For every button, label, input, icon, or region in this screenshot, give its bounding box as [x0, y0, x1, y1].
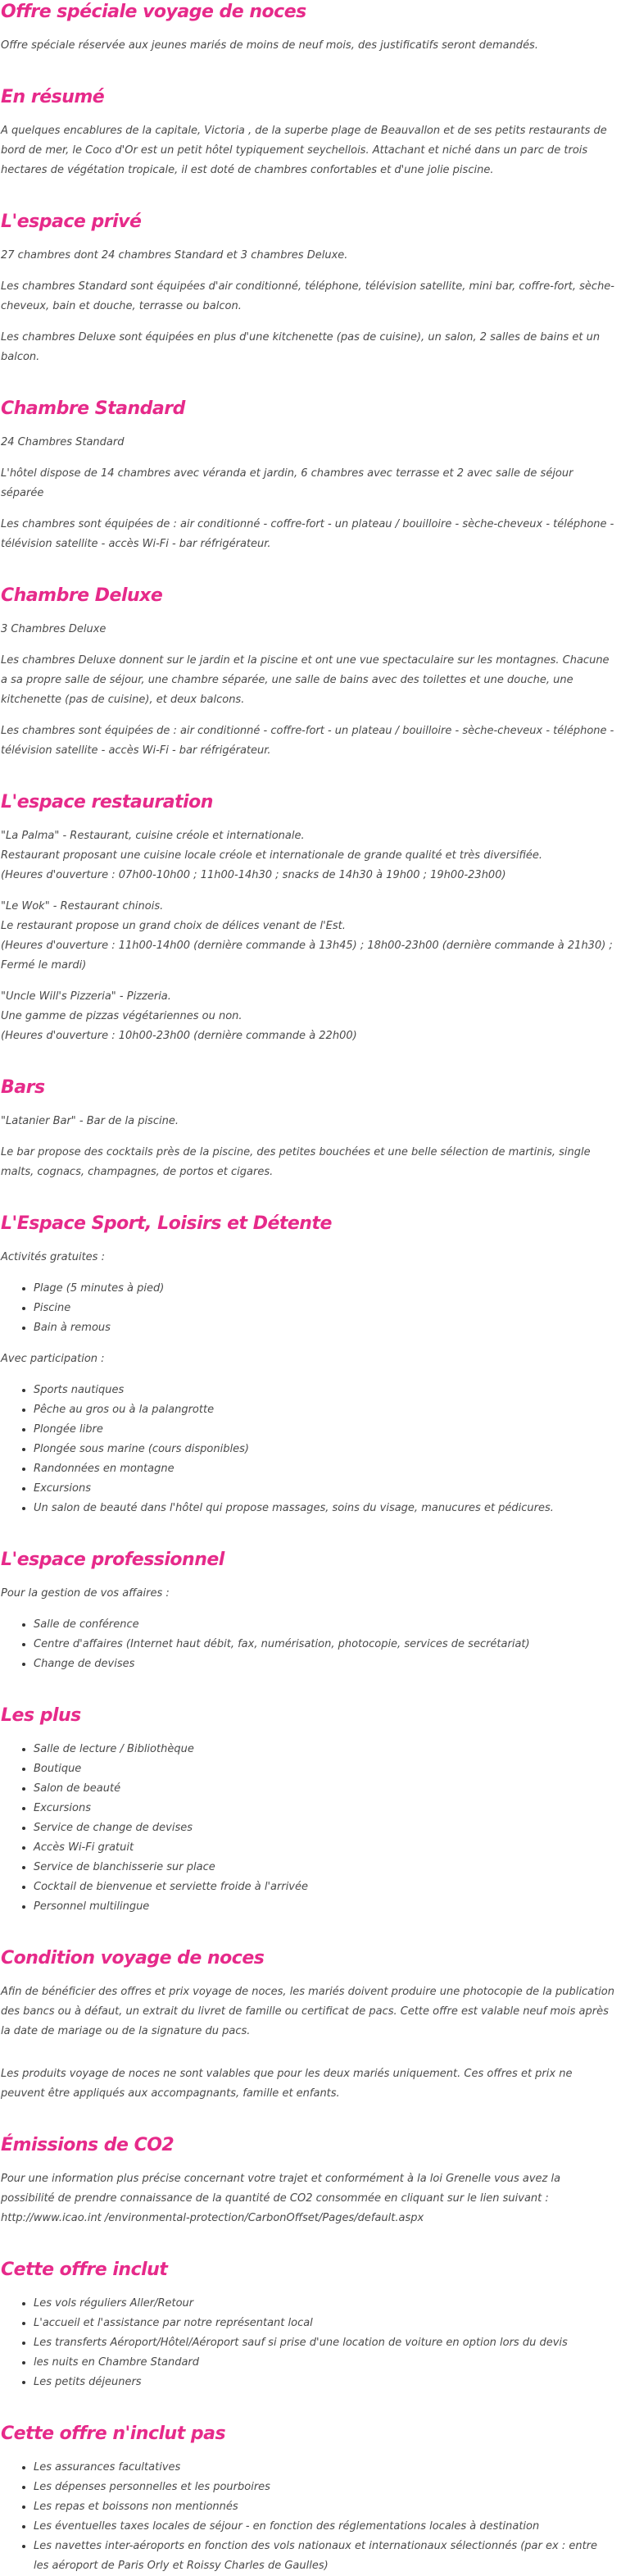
- standard-text-2: L'hôtel dispose de 14 chambres avec véranda et jardin, 6 chambres avec terrasse et 2 avec salle de séjour séparée: [1, 467, 573, 499]
- restaurant-pizzeria: [1, 987, 614, 1046]
- bars-text-1: "Latanier Bar" - Bar de la piscine.: [1, 1115, 179, 1127]
- co2-text: Pour une information plus précise concernant votre trajet et conformément à la loi Grenelle vous avez la possibilité de prendre connaissance de la quantité de CO2 consommée en cliquant sur le lien suivant : http://www.icao.int /environmental-protection/CarbonOffset/Pages/default.aspx: [1, 2173, 561, 2224]
- list-item: • Piscine: [34, 1299, 614, 1318]
- list-item: • L'accueil et l'assistance par notre représentant local: [34, 2314, 614, 2333]
- list-item: • Cocktail de bienvenue et serviette froide à l'arrivée: [34, 1877, 614, 1897]
- offre-text: Offre spéciale réservée aux jeunes mariés de moins de neuf mois, des justificatifs seront demandés.: [1, 39, 538, 52]
- section-title-ninclut: Cette offre n'inclut pas: [1, 2424, 226, 2444]
- resume-text: A quelques encablures de la capitale, Victoria , de la superbe plage de Beauvallon et de ses petits restaurants de bord de mer, le Coco d'Or est un petit hôtel typiquement seychellois. Attachant et niché dans un parc de trois hectares de végétation tropicale, il est doté de chambres confortables et d'une jolie piscine.: [1, 125, 607, 176]
- list-item: • Les repas et boissons non mentionnés: [34, 2497, 614, 2517]
- section-title-offre: Offre spéciale voyage de noces: [1, 2, 306, 22]
- list-item: • Service de blanchisserie sur place: [34, 1858, 614, 1877]
- list-item: • Les transferts Aéroport/Hôtel/Aéroport sauf si prise d'une location de voiture en option lors du devis: [34, 2333, 614, 2353]
- section-title-restauration: L'espace restauration: [1, 792, 213, 812]
- condition-text-2: Les produits voyage de noces ne sont valables que pour les deux mariés uniquement. Ces offres et prix ne peuvent être appliqués aux accompagnants, famille et enfants.: [1, 2068, 573, 2100]
- sport-free-label: Activités gratuites :: [1, 1251, 105, 1263]
- list-item: • Excursions: [34, 1479, 614, 1499]
- sport-free-list: [1, 1279, 614, 1338]
- list-item: • Les éventuelles taxes locales de séjour - en fonction des réglementations locales à destination: [34, 2517, 614, 2537]
- restaurant-hours: (Heures d'ouverture : 10h00-23h00 (dernière commande à 22h00): [1, 1030, 357, 1042]
- section-title-standard: Chambre Standard: [1, 398, 185, 419]
- sport-paid-list: [1, 1381, 614, 1518]
- restaurant-la-palma: [1, 826, 614, 885]
- section-title-bars: Bars: [1, 1077, 45, 1098]
- restaurant-description: Le restaurant propose un grand choix de délices venant de l'Est.: [1, 920, 346, 932]
- section-title-co2: Émissions de CO2: [1, 2135, 175, 2155]
- sport-paid-label: Avec participation :: [1, 1353, 105, 1365]
- list-item: • Plongée sous marine (cours disponibles): [34, 1440, 614, 1459]
- restaurant-name: "La Palma" - Restaurant, cuisine créole et internationale.: [1, 830, 305, 842]
- list-item: • Centre d'affaires (Internet haut débit, fax, numérisation, photocopie, services de secrétariat): [34, 1635, 614, 1654]
- list-item: • Salle de conférence: [34, 1615, 614, 1635]
- list-item: • Plongée libre: [34, 1420, 614, 1440]
- deluxe-text-2: Les chambres Deluxe donnent sur le jardin et la piscine et ont une vue spectaculaire sur les montagnes. Chacune a sa propre salle de séjour, une chambre séparée, une salle de bains avec des toilettes et une douche, une kitchenette (pas de cuisine), et deux balcons.: [1, 654, 610, 706]
- list-item: • les nuits en Chambre Standard: [34, 2353, 614, 2373]
- pro-label: Pour la gestion de vos affaires :: [1, 1587, 170, 1600]
- bars-text-2: Le bar propose des cocktails près de la piscine, des petites bouchées et une belle sélection de martinis, single malts, cognacs, champagnes, de portos et cigares.: [1, 1146, 591, 1178]
- list-item: • Pêche au gros ou à la palangrotte: [34, 1400, 614, 1420]
- list-item: • Un salon de beauté dans l'hôtel qui propose massages, soins du visage, manucures et pédicures.: [34, 1499, 614, 1518]
- standard-text-1: 24 Chambres Standard: [1, 436, 125, 448]
- restaurant-hours: (Heures d'ouverture : 11h00-14h00 (dernière commande à 13h45) ; 18h00-23h00 (dernière commande à 21h30) ; Fermé le mardi): [1, 940, 613, 972]
- restaurant-description: Une gamme de pizzas végétariennes ou non.: [1, 1010, 243, 1022]
- prive-text-3: Les chambres Deluxe sont équipées en plus d'une kitchenette (pas de cuisine), un salon, 2 salles de bains et un balcon.: [1, 331, 601, 363]
- ninclut-list: [1, 2458, 614, 2576]
- standard-text-3: Les chambres sont équipées de : air conditionné - coffre-fort - un plateau / bouilloire - sèche-cheveux - téléphone - télévision satellite - accès Wi-Fi - bar réfrigérateur.: [1, 518, 614, 550]
- section-title-resume: En résumé: [1, 87, 105, 107]
- list-item: • Service de change de devises: [34, 1818, 614, 1838]
- deluxe-text-3: Les chambres sont équipées de : air conditionné - coffre-fort - un plateau / bouilloire - sèche-cheveux - téléphone - télévision satellite - accès Wi-Fi - bar réfrigérateur.: [1, 725, 614, 757]
- plus-list: [1, 1740, 614, 1917]
- list-item: • Les assurances facultatives: [34, 2458, 614, 2478]
- list-item: • Personnel multilingue: [34, 1897, 614, 1917]
- section-title-deluxe: Chambre Deluxe: [1, 585, 163, 606]
- list-item: • Salle de lecture / Bibliothèque: [34, 1740, 614, 1759]
- list-item: • Plage (5 minutes à pied): [34, 1279, 614, 1299]
- pro-list: [1, 1615, 614, 1674]
- restaurant-hours: (Heures d'ouverture : 07h00-10h00 ; 11h00-14h30 ; snacks de 14h30 à 19h00 ; 19h00-23h00): [1, 869, 506, 881]
- list-item: • Bain à remous: [34, 1318, 614, 1338]
- deluxe-text-1: 3 Chambres Deluxe: [1, 623, 107, 635]
- prive-text-2: Les chambres Standard sont équipées d'air conditionné, téléphone, télévision satellite, mini bar, coffre-fort, sèche-cheveux, bain et douche, terrasse ou balcon.: [1, 280, 614, 312]
- prive-text-1: 27 chambres dont 24 chambres Standard et 3 chambres Deluxe.: [1, 249, 348, 262]
- restaurant-name: "Le Wok" - Restaurant chinois.: [1, 900, 164, 913]
- section-title-sport: L'Espace Sport, Loisirs et Détente: [1, 1213, 332, 1234]
- restaurant-description: Restaurant proposant une cuisine locale créole et internationale de grande qualité et très diversifiée.: [1, 849, 543, 862]
- list-item: • Accès Wi-Fi gratuit: [34, 1838, 614, 1858]
- list-item: • Sports nautiques: [34, 1381, 614, 1400]
- section-title-condition: Condition voyage de noces: [1, 1948, 265, 1968]
- restaurant-name: "Uncle Will's Pizzeria" - Pizzeria.: [1, 990, 171, 1003]
- list-item: • Boutique: [34, 1759, 614, 1779]
- list-item: • Les petits déjeuners: [34, 2373, 614, 2392]
- condition-text-1: Afin de bénéficier des offres et prix voyage de noces, les mariés doivent produire une photocopie de la publication des bancs ou à défaut, un extrait du livret de famille ou certificat de pacs. Cette offre est valable neuf mois après la date de mariage ou de la signature du pacs.: [1, 1986, 614, 2037]
- list-item: • Excursions: [34, 1799, 614, 1818]
- list-item: • Les vols réguliers Aller/Retour: [34, 2294, 614, 2314]
- section-title-pro: L'espace professionnel: [1, 1550, 224, 1570]
- list-item: • Randonnées en montagne: [34, 1459, 614, 1479]
- section-title-inclut: Cette offre inclut: [1, 2260, 168, 2280]
- list-item: • Salon de beauté: [34, 1779, 614, 1799]
- section-title-plus: Les plus: [1, 1705, 81, 1726]
- section-title-prive: L'espace privé: [1, 212, 142, 232]
- inclut-list: [1, 2294, 614, 2392]
- list-item: • Les dépenses personnelles et les pourboires: [34, 2478, 614, 2497]
- list-item: • Change de devises: [34, 1654, 614, 1674]
- restaurant-le-wok: [1, 897, 614, 976]
- list-item: • Les navettes inter-aéroports en fonction des vols nationaux et internationaux sélectionnés (par ex : entre les aéroport de Paris Orly et Roissy Charles de Gaulles): [34, 2537, 614, 2576]
